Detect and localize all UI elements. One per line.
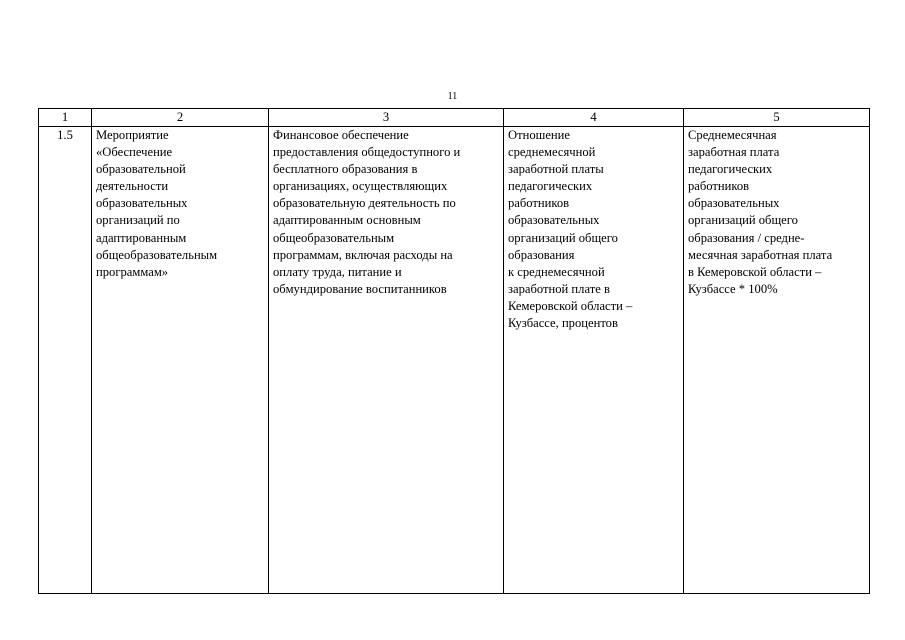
column-header: 5 bbox=[684, 109, 870, 127]
column-header: 2 bbox=[92, 109, 269, 127]
description-cell: Финансовое обеспечение предоставления общедоступного и бесплатного образования в организациях, осуществляющих образовательную деятельность по адаптированным основным общеобразовательным программам, включая расходы на оплату труда, питание и обмундирование воспитанников bbox=[269, 127, 504, 594]
table-header-row bbox=[39, 109, 870, 127]
column-header: 3 bbox=[269, 109, 504, 127]
column-header: 1 bbox=[39, 109, 92, 127]
column-header: 4 bbox=[504, 109, 684, 127]
table-row bbox=[39, 127, 870, 594]
measures-table bbox=[38, 108, 870, 594]
page-number: 11 bbox=[447, 91, 458, 102]
indicator-cell: Отношение среднемесячной заработной платы педагогических работников образовательных организаций общего образования к среднемесячной заработной плате в Кемеровской области – Кузбассе, процентов bbox=[504, 127, 684, 594]
formula-cell: Среднемесячная заработная плата педагогических работников образовательных организаций общего образования / средне- месячная заработная плата в Кемеровской области – Кузбассе * 100% bbox=[684, 127, 870, 594]
row-number-cell: 1.5 bbox=[39, 127, 92, 594]
activity-cell: Мероприятие «Обеспечение образовательной деятельности образовательных организаций по адаптированным общеобразовательным программам» bbox=[92, 127, 269, 594]
